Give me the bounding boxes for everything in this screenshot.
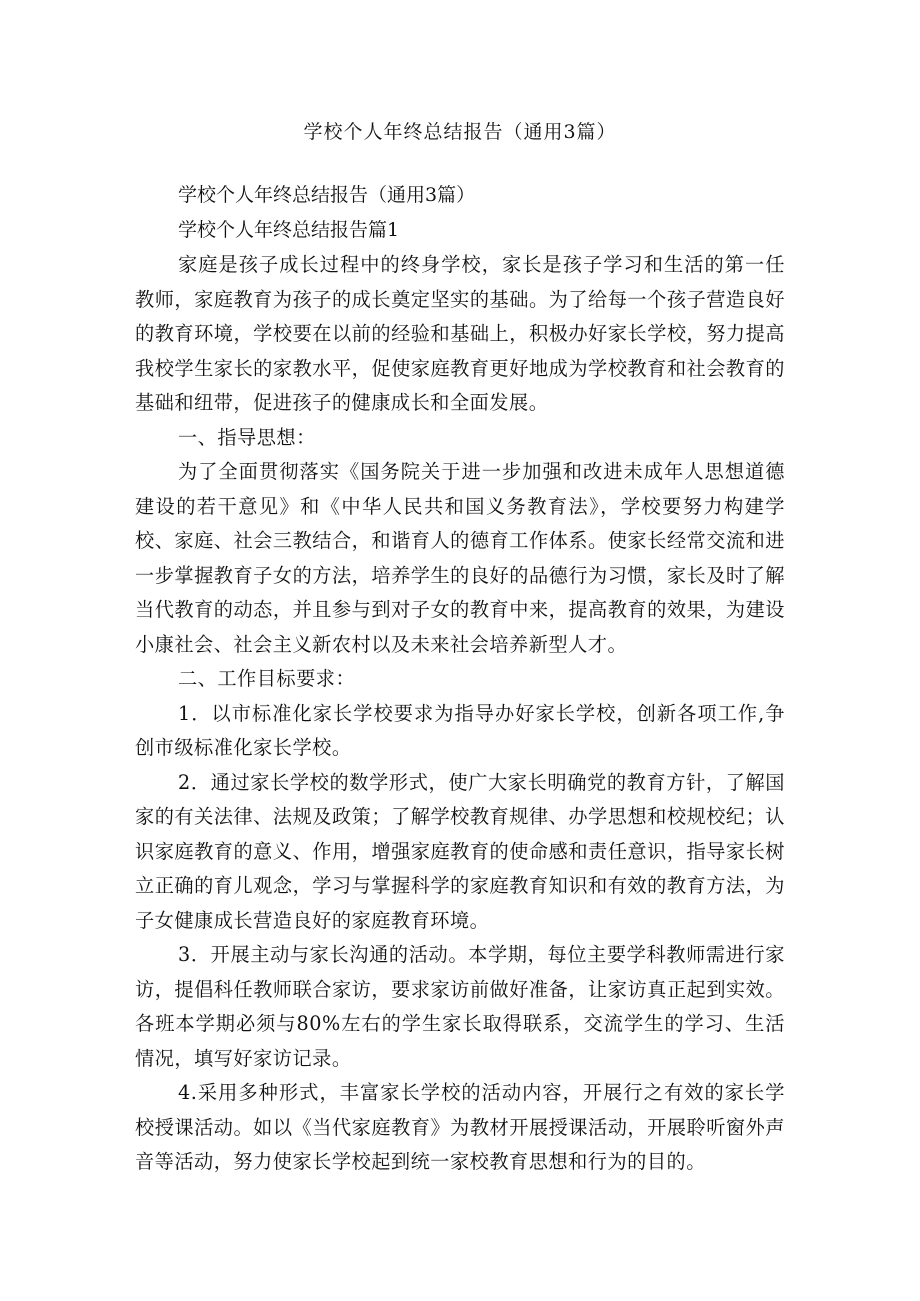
paragraph-intro: 家庭是孩子成长过程中的终身学校，家长是孩子学习和生活的第一任教师，家庭教育为孩子的成长奠定坚实的基础。为了给每一个孩子营造良好的教育环境，学校要在以前的经验和基础上，积极办好家长学校，努力提高我校学生家长的家教水平，促使家庭教育更好地成为学校教育和社会教育的基础和纽带，促进孩子的健康成长和全面发展。	[135, 253, 785, 414]
paragraph-goal-3: 3．开展主动与家长沟通的活动。本学期，每位主要学科教师需进行家访，提倡科任教师联合家访，要求家访前做好准备，让家访真正起到实效。各班本学期必须与80%左右的学生家长取得联系，交流学生的学习、生活情况，填写好家访记录。	[135, 943, 785, 1070]
paragraph-goal-2: 2．通过家长学校的数学形式，使广大家长明确党的教育方针，了解国家的有关法律、法规及政策；了解学校教育规律、办学思想和校规校纪；认识家庭教育的意义、作用，增强家庭教育的使命感和责任意识，指导家长树立正确的育儿观念，学习与掌握科学的家庭教育知识和有效的教育方法，为子女健康成长营造良好的家庭教育环境。	[135, 770, 785, 932]
document-subtitle: 学校个人年终总结报告（通用3篇）	[178, 184, 476, 206]
paragraph-goal-4: 4.采用多种形式，丰富家长学校的活动内容，开展行之有效的家长学校授课活动。如以《当代家庭教育》为教材开展授课活动，开展聆听窗外声音等活动，努力使家长学校起到统一家校教育思想和行为的目的。	[135, 1081, 785, 1173]
paragraph-guiding-ideology: 为了全面贯彻落实《国务院关于进一步加强和改进未成年人思想道德建设的若干意见》和《中华人民共和国义务教育法》，学校要努力构建学校、家庭、社会三教结合，和谐育人的德育工作体系。使家长经常交流和进一步掌握教育子女的方法，培养学生的良好的品德行为习惯，家长及时了解当代教育的动态，并且参与到对子女的教育中来，提高教育的效果，为建设小康社会、社会主义新农村以及未来社会培养新型人才。	[135, 460, 785, 656]
document-title: 学校个人年终总结报告（通用3篇）	[303, 121, 617, 143]
heading-work-goals: 二、工作目标要求：	[178, 667, 356, 690]
document-body	[135, 178, 785, 1180]
heading-guiding-ideology: 一、指导思想：	[178, 425, 316, 449]
paragraph-goal-1: 1．以市标准化家长学校要求为指导办好家长学校，创新各项工作,争创市级标准化家长学校。	[135, 701, 785, 759]
section-heading: 学校个人年终总结报告篇1	[178, 219, 400, 241]
